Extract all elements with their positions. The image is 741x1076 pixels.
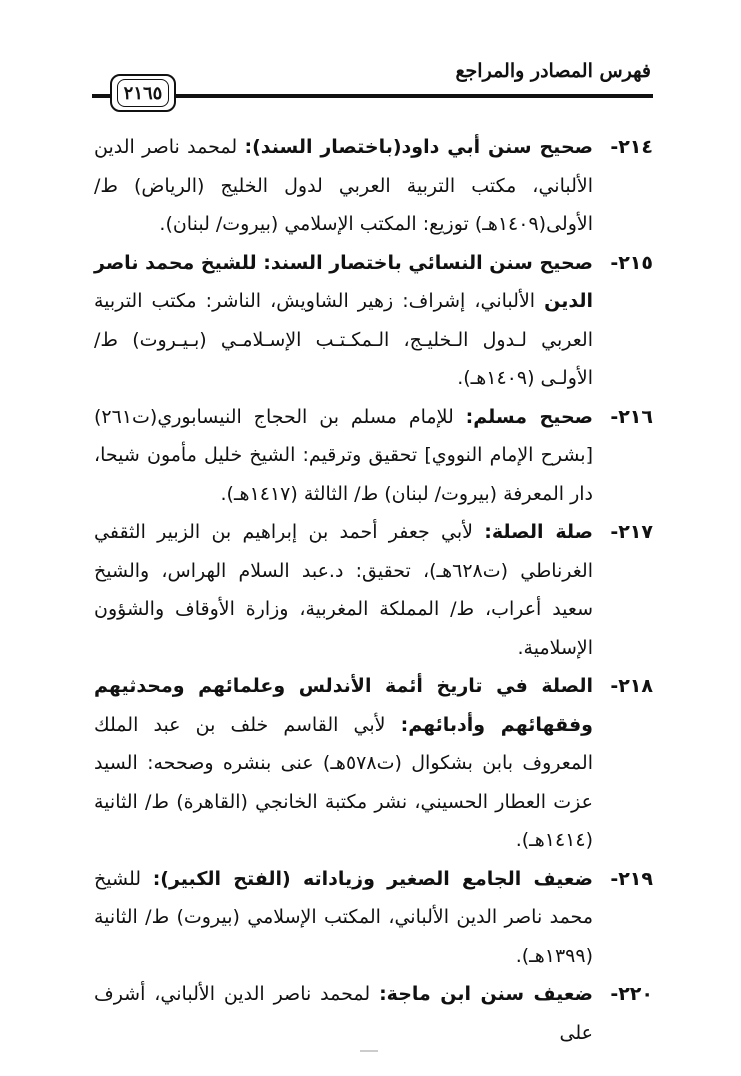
entry-title: الصلة في تاريخ أئمة الأندلس وعلمائهم ومحدثيهم وفقهائهم وأدبائهم:	[94, 675, 593, 736]
entry-text	[94, 860, 593, 976]
entry-number: ٢١٩-	[610, 867, 653, 890]
entry-text	[94, 128, 593, 244]
bibliography-entry	[94, 667, 653, 860]
entry-text	[94, 975, 593, 1052]
entry-body: لأبي القاسم خلف بن عبد الملك المعروف بابن بشكوال (ت٥٧٨هـ) عنى بنشره وصححه: السيد عزت العطار الحسيني، نشر مكتبة الخانجي (القاهرة) ط/ الثانية (١٤١٤هـ).	[94, 713, 593, 851]
running-header-title: فهرس المصادر والمراجع	[455, 60, 651, 82]
entry-title: صحيح سنن أبي داود(باختصار السند):	[244, 136, 593, 158]
entry-number: ٢١٧-	[610, 521, 653, 543]
page-number-frame	[110, 74, 176, 112]
bibliography-entry	[94, 860, 653, 976]
entry-body: الألباني، إشراف: زهير الشاويش، الناشر: مكتب التربية العربي لـدول الـخليـج، الـمكـتـب الإسـلامـي (بـيـروت) ط/ الأولـى (١٤٠٩هـ).	[94, 290, 593, 389]
bibliography-entry	[94, 128, 653, 244]
entry-body: لمحمد ناصر الدين الألباني، مكتب التربية العربي لدول الخليج (الرياض) ط/ الأولى(١٤٠٩هـ) توزيع: المكتب الإسلامي (بيروت/ لبنان).	[94, 136, 593, 235]
entry-text	[94, 244, 593, 398]
page-number: ٢١٦٥	[117, 79, 170, 107]
bibliography-entry	[94, 513, 653, 667]
entry-number: ٢١٥-	[610, 251, 653, 274]
entry-text	[94, 667, 593, 860]
bibliography-list	[94, 128, 653, 1052]
entry-title: صحيح سنن النسائي باختصار السند: للشيخ محمد ناصر الدين	[94, 251, 593, 312]
entry-title: ضعيف الجامع الصغير وزياداته (الفتح الكبير):	[152, 867, 593, 890]
entry-text	[94, 513, 593, 667]
bibliography-entry	[94, 975, 653, 1052]
entry-body: لأبي جعفر أحمد بن إبراهيم بن الزبير الثقفي الغرناطي (ت٦٢٨هـ)، تحقيق: د.عبد السلام الهراس، والشيخ سعيد أعراب، ط/ المملكة المغربية، وزارة الأوقاف والشؤون الإسلامية.	[94, 521, 593, 659]
entry-title: ضعيف سنن ابن ماجة:	[379, 983, 593, 1005]
entry-number: ٢٢٠-	[610, 983, 653, 1005]
bibliography-entry	[94, 398, 653, 514]
entry-text	[94, 398, 593, 514]
entry-body: للشيخ محمد ناصر الدين الألباني، المكتب الإسلامي (بيروت) ط/ الثانية (١٣٩٩هـ).	[94, 867, 593, 967]
entry-title: صلة الصلة:	[484, 521, 593, 543]
entry-body: لمحمد ناصر الدين الألباني، أشرف على	[94, 983, 593, 1044]
entry-title: صحيح مسلم:	[465, 405, 593, 428]
scan-mark	[360, 1050, 378, 1052]
bibliography-entry	[94, 244, 653, 398]
entry-number: ٢١٨-	[610, 675, 653, 697]
entry-number: ٢١٦-	[610, 405, 653, 428]
entry-body: للإمام مسلم بن الحجاج النيسابوري(ت٢٦١) [بشرح الإمام النووي] تحقيق وترقيم: الشيخ خليل مأمون شيحا، دار المعرفة (بيروت/ لبنان) ط/ الثالثة (١٤١٧هـ).	[94, 405, 593, 505]
entry-number: ٢١٤-	[610, 136, 653, 158]
header-rule	[92, 94, 653, 98]
